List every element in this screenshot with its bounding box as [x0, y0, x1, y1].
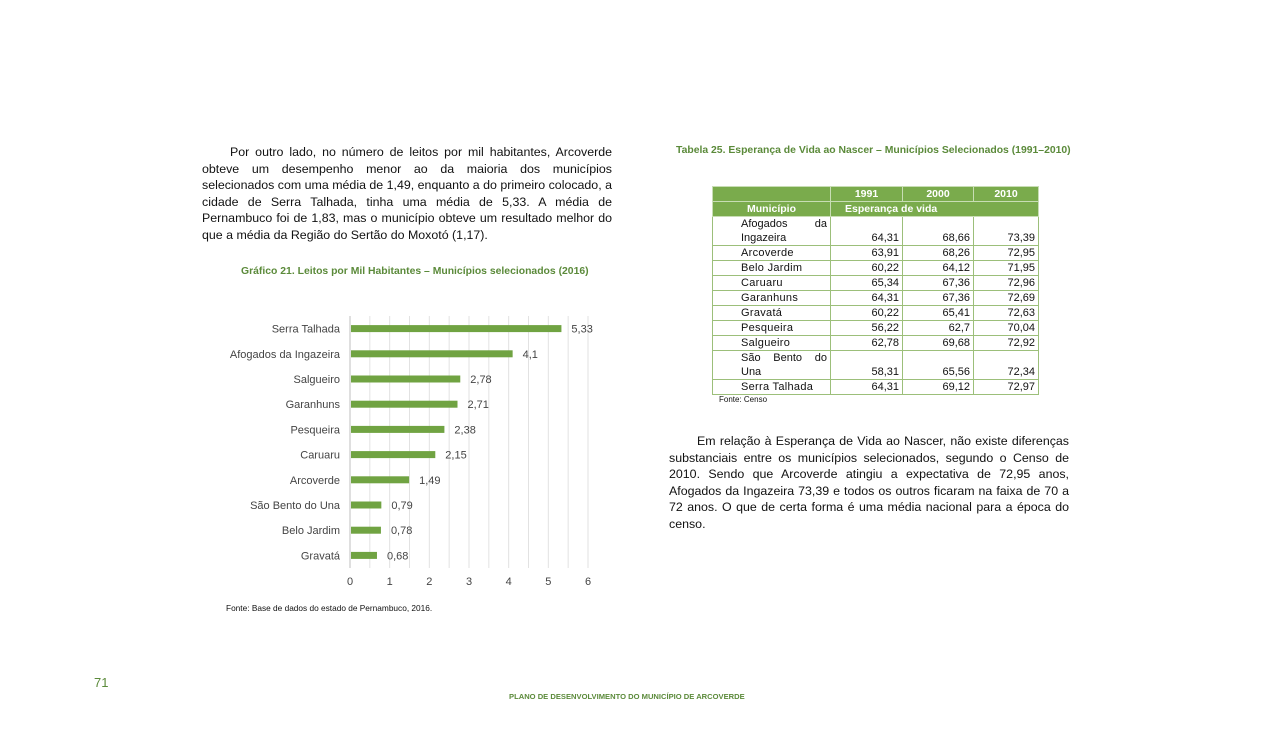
chart-bar: [351, 476, 409, 483]
chart-source: Fonte: Base de dados do estado de Pernambuco, 2016.: [226, 603, 433, 613]
table-cell-municipio: Pesqueira: [713, 321, 831, 336]
body-paragraph-esperanca-text: Em relação à Esperança de Vida ao Nascer, não existe diferenças substanciais entre os municípios selecionados, segundo o Censo de 2010. Sendo que Arcoverde atingiu a expectativa de 72,95 anos, Afogados da Ingazeira 73,39 e todos os outros ficaram na faixa de 70 a 72 anos. O que de certa forma é uma média nacional para a época do censo.: [669, 434, 1069, 531]
table-cell-1991: 62,78: [831, 336, 903, 351]
chart-x-tick-label: 6: [584, 576, 592, 588]
table-cell-2000: 62,7: [903, 321, 974, 336]
chart-bar: [351, 376, 460, 383]
table-header-blank: [713, 187, 831, 202]
leitos-bar-chart: [200, 310, 620, 595]
body-paragraph-leitos-text: Por outro lado, no número de leitos por mil habitantes, Arcoverde obteve um desempenho menor ao da maioria dos municípios selecionados com uma média de 1,49, enquanto a do primeiro colocado, a cidade de Serra Talhada, tinha uma média de 5,33. A média de Pernambuco foi de 1,83, mas o município obteve um resultado melhor do que a média da Região do Sertão do Moxotó (1,17).: [202, 145, 612, 242]
table-row: [713, 321, 1039, 336]
table-header-years: [713, 187, 1039, 202]
chart-bar: [351, 552, 377, 559]
chart-category-label: Caruaru: [300, 449, 340, 462]
table-body: [713, 217, 1039, 395]
table-cell-municipio: Salgueiro: [713, 336, 831, 351]
table-row: [713, 217, 1039, 246]
table-cell-2000: 69,12: [903, 380, 974, 395]
chart-category-label: São Bento do Una: [250, 500, 340, 512]
table-source: Fonte: Censo: [719, 395, 768, 404]
table-cell-2000: 68,66: [903, 217, 974, 246]
table-header-year: 2010: [974, 187, 1039, 202]
chart-bar: [351, 401, 457, 408]
table-header-year: 1991: [831, 187, 903, 202]
table-row: [713, 291, 1039, 306]
table-cell-2010: 72,63: [974, 306, 1039, 321]
chart-category-label: Belo Jardim: [281, 525, 340, 538]
chart-category-label: Serra Talhada: [271, 323, 340, 336]
table-cell-2010: 73,39: [974, 217, 1039, 246]
table-cell-1991: 63,91: [831, 246, 903, 261]
chart-category-label: Arcoverde: [289, 474, 340, 487]
chart-data-label: 1,49: [419, 474, 441, 487]
table-cell-municipio: Gravatá: [713, 306, 831, 321]
chart-data-label: 0,78: [390, 525, 413, 538]
chart-bar: [351, 325, 561, 332]
chart-category-label: Salgueiro: [293, 374, 340, 386]
chart-bar: [351, 502, 381, 509]
chart-category-label: Pesqueira: [290, 424, 340, 437]
table-cell-2010: 72,34: [974, 351, 1039, 380]
table-cell-1991: 60,22: [831, 261, 903, 276]
chart-data-label: 5,33: [571, 323, 593, 336]
table-cell-1991: 64,31: [831, 291, 903, 306]
chart-x-tick-label: 2: [426, 576, 433, 588]
table-cell-municipio: Garanhuns: [713, 291, 831, 306]
table-cell-2000: 64,12: [903, 261, 974, 276]
table-cell-2010: 72,92: [974, 336, 1039, 351]
table-header-esperanca: Esperança de vida: [831, 202, 1039, 217]
document-footer: PLANO DE DESENVOLVIMENTO DO MUNICÍPIO DE ARCOVERDE: [509, 692, 745, 701]
table-cell-2000: 67,36: [903, 291, 974, 306]
life-expectancy-table: [712, 186, 1039, 395]
chart-bar: [351, 527, 381, 534]
table-title: Tabela 25. Esperança de Vida ao Nascer – Municípios Selecionados (1991–2010): [676, 145, 1071, 156]
table-cell-2010: 70,04: [974, 321, 1039, 336]
chart-data-label: 0,79: [391, 500, 413, 512]
table-row: [713, 336, 1039, 351]
table-cell-2010: 72,95: [974, 246, 1039, 261]
table-cell-1991: 60,22: [831, 306, 903, 321]
chart-category-label: Gravatá: [300, 550, 340, 563]
body-paragraph-leitos: [202, 144, 612, 244]
chart-x-tick-label: 3: [465, 576, 473, 588]
table-cell-1991: 64,31: [831, 217, 903, 246]
table-cell-2000: 68,26: [903, 246, 974, 261]
table-cell-1991: 58,31: [831, 351, 903, 380]
chart-data-label: 0,68: [386, 550, 409, 563]
chart-title: Gráfico 21. Leitos por Mil Habitantes – Municípios selecionados (2016): [241, 266, 589, 277]
chart-data-label: 4,1: [522, 348, 538, 361]
chart-data-label: 2,71: [467, 399, 489, 412]
chart-bar: [351, 426, 444, 433]
chart-category-label: Afogados da Ingazeira: [229, 348, 340, 361]
chart-data-label: 2,15: [445, 449, 467, 462]
table-cell-municipio: Serra Talhada: [713, 380, 831, 395]
chart-x-tick-label: 0: [346, 576, 354, 588]
table-cell-1991: 64,31: [831, 380, 903, 395]
table-cell-2000: 69,68: [903, 336, 974, 351]
table-row: [713, 246, 1039, 261]
chart-x-tick-label: 1: [386, 576, 393, 588]
table-cell-2010: 71,95: [974, 261, 1039, 276]
body-paragraph-esperanca: [669, 433, 1069, 533]
chart-category-label: Garanhuns: [285, 399, 340, 412]
table-cell-2000: 65,56: [903, 351, 974, 380]
table-header-year: 2000: [903, 187, 974, 202]
chart-bar: [351, 451, 435, 458]
table-cell-2010: 72,69: [974, 291, 1039, 306]
page-number: 71: [94, 675, 109, 690]
table-cell-2000: 67,36: [903, 276, 974, 291]
table-cell-municipio: São Bento do Una: [713, 351, 831, 380]
table-row: [713, 306, 1039, 321]
table-row: [713, 276, 1039, 291]
chart-x-tick-label: 4: [505, 576, 512, 588]
table-cell-municipio: Afogados da Ingazeira: [713, 217, 831, 246]
chart-x-tick-label: 5: [545, 576, 552, 588]
table-cell-municipio: Arcoverde: [713, 246, 831, 261]
table-cell-2010: 72,96: [974, 276, 1039, 291]
table-row: [713, 351, 1039, 380]
chart-data-label: 2,38: [454, 424, 476, 437]
chart-data-label: 2,78: [470, 374, 492, 386]
chart-bar: [351, 350, 513, 357]
table-row: [713, 261, 1039, 276]
table-cell-2010: 72,97: [974, 380, 1039, 395]
table-cell-1991: 56,22: [831, 321, 903, 336]
table-header-labels: [713, 202, 1039, 217]
table-cell-2000: 65,41: [903, 306, 974, 321]
table-cell-municipio: Caruaru: [713, 276, 831, 291]
table-cell-municipio: Belo Jardim: [713, 261, 831, 276]
chart-bars: [230, 324, 593, 563]
table-row: [713, 380, 1039, 395]
table-header-municipio: Município: [713, 202, 831, 217]
table-cell-1991: 65,34: [831, 276, 903, 291]
